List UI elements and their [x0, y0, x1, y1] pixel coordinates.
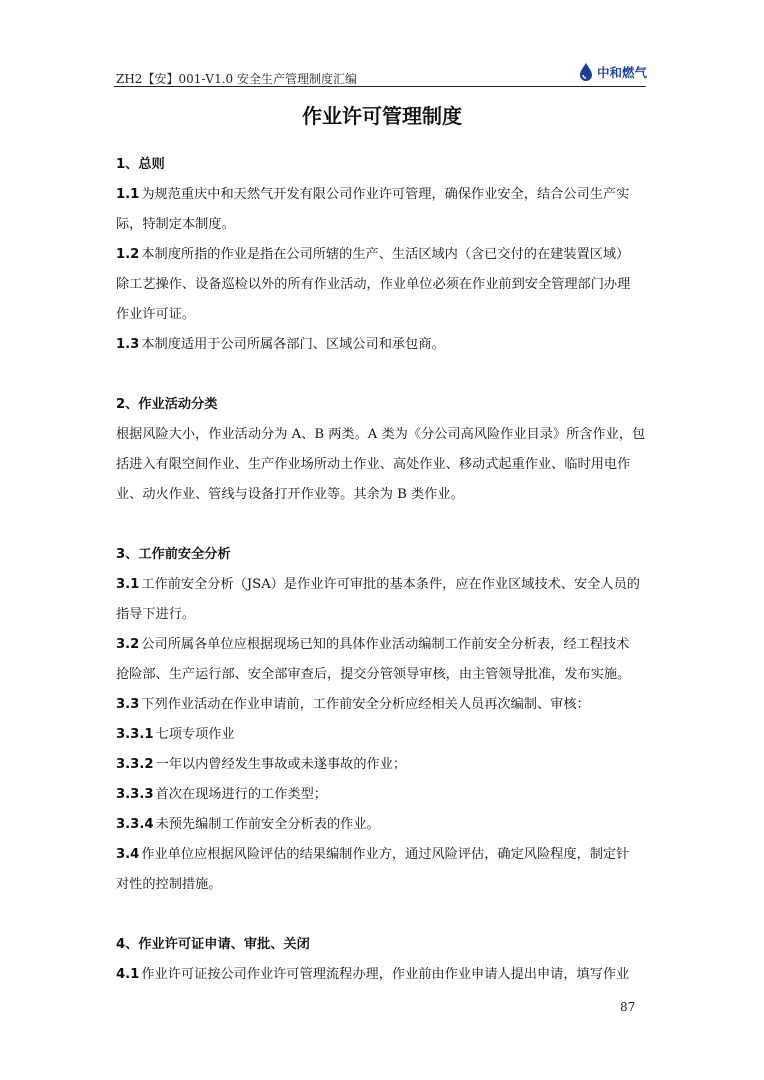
line-text: 未预先编制工作前安全分析表的作业。 — [155, 817, 380, 832]
clause-number: 1.1 — [116, 187, 140, 202]
clause-number: 3.3.1 — [116, 727, 154, 742]
line-text: 抢险部、生产运行部、安全部审查后，提交分管领导审核，由主管领导批准，发布实施。 — [116, 667, 631, 682]
paragraph-line — [116, 786, 327, 804]
clause-number: 3.4 — [116, 847, 140, 862]
page-title: 作业许可管理制度 — [302, 104, 462, 128]
line-text: 本制度所指的作业是指在公司所辖的生产、生活区域内（含已交付的在建装置区域） — [141, 247, 630, 262]
clause-number: 4.1 — [116, 967, 140, 982]
logo-text: 中和燃气 — [597, 65, 648, 80]
line-text: 为规范重庆中和天然气开发有限公司作业许可管理，确保作业安全，结合公司生产实 — [141, 187, 630, 202]
line-text: 一年以内曾经发生事故或未遂事故的作业； — [155, 757, 407, 772]
paragraph-line — [116, 336, 445, 354]
line-text: 本制度适用于公司所属各部门、区域公司和承包商。 — [141, 337, 445, 352]
line-text: 七项专项作业 — [155, 727, 235, 742]
paragraph-line — [116, 486, 464, 504]
paragraph-line — [116, 726, 235, 744]
paragraph-line — [116, 666, 630, 684]
line-text: 指导下进行。 — [116, 607, 196, 622]
clause-number: 1.2 — [116, 247, 140, 262]
line-text: 作业许可证按公司作业许可管理流程办理，作业前由作业申请人提出申请，填写作业 — [141, 967, 630, 982]
paragraph-line — [116, 756, 406, 774]
paragraph-line — [116, 216, 235, 234]
line-text: 作业单位应根据风险评估的结果编制作业方，通过风险评估，确定风险程度，制定针 — [141, 847, 630, 862]
clause-number: 3.3 — [116, 697, 140, 712]
paragraph-line — [116, 606, 195, 624]
line-text: 公司所属各单位应根据现场已知的具体作业活动编制工作前安全分析表，经工程技术 — [141, 637, 630, 652]
paragraph-line — [116, 456, 630, 474]
paragraph-line — [116, 876, 222, 894]
line-text: 括进入有限空间作业、生产作业场所动土作业、高处作业、移动式起重作业、临时用电作 — [116, 457, 631, 472]
paragraph-line — [116, 846, 629, 864]
paragraph-line — [116, 816, 380, 834]
clause-number: 3.1 — [116, 577, 140, 592]
company-logo — [578, 62, 647, 82]
header-divider — [114, 86, 646, 87]
clause-number: 1.3 — [116, 337, 140, 352]
line-text: 业、动火作业、管线与设备打开作业等。其余为 B 类作业。 — [116, 487, 464, 502]
paragraph-line — [116, 966, 629, 984]
section-heading: 1、总则 — [116, 157, 165, 172]
paragraph-line — [116, 696, 590, 714]
paragraph-line — [116, 276, 630, 294]
page-number: 87 — [620, 1000, 636, 1014]
clause-number: 3.3.2 — [116, 757, 154, 772]
water-drop-icon — [578, 62, 594, 82]
line-text: 际，特制定本制度。 — [116, 217, 235, 232]
paragraph-line — [116, 186, 629, 204]
paragraph-line — [116, 426, 645, 444]
paragraph-line — [116, 306, 195, 324]
line-text: 作业许可证。 — [116, 307, 196, 322]
paragraph-line — [116, 576, 640, 594]
line-text: 对性的控制措施。 — [116, 877, 222, 892]
clause-number: 3.3.4 — [116, 817, 154, 832]
line-text: 除工艺操作、设备巡检以外的所有作业活动，作业单位必须在作业前到安全管理部门办理 — [116, 277, 631, 292]
clause-number: 3.3.3 — [116, 787, 154, 802]
paragraph-line — [116, 246, 629, 264]
section-heading: 4、作业许可证申请、审批、关闭 — [116, 937, 310, 952]
paragraph-line — [116, 636, 629, 654]
line-text: 根据风险大小，作业活动分为 A、B 两类。A 类为《分公司高风险作业目录》所含作业，包 — [116, 427, 646, 442]
line-text: 工作前安全分析（JSA）是作业许可审批的基本条件，应在作业区域技术、安全人员的 — [141, 577, 640, 592]
line-text: 下列作业活动在作业申请前，工作前安全分析应经相关人员再次编制、审核： — [141, 697, 590, 712]
section-heading: 2、作业活动分类 — [116, 397, 218, 412]
document-code: ZH2【安】001-V1.0 安全生产管理制度汇编 — [116, 72, 357, 86]
clause-number: 3.2 — [116, 637, 140, 652]
line-text: 首次在现场进行的工作类型； — [155, 787, 327, 802]
section-heading: 3、工作前安全分析 — [116, 547, 231, 562]
